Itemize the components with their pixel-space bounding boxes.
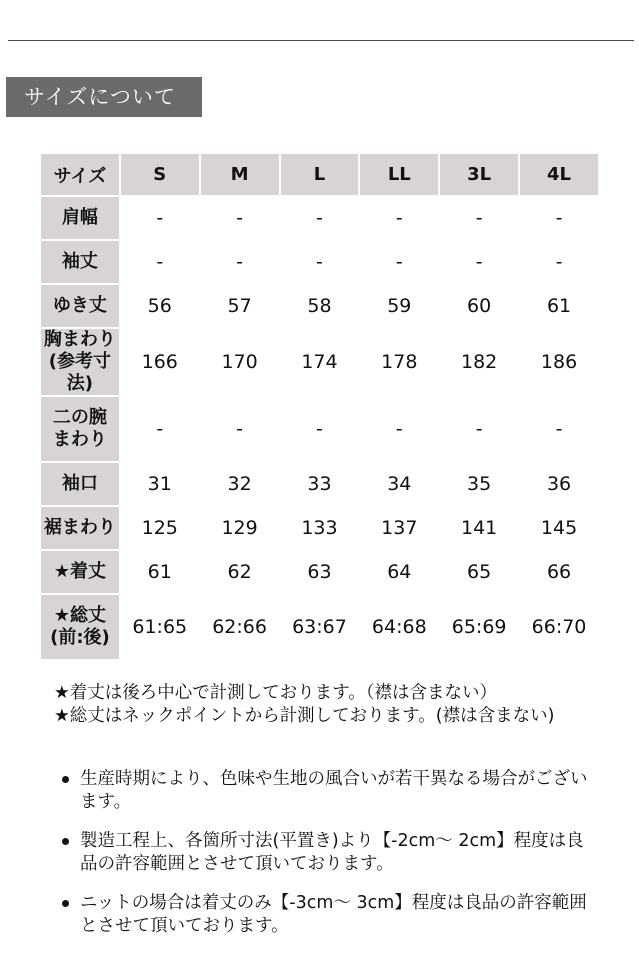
table-cell: 166 <box>121 329 199 395</box>
table-cell: - <box>520 197 598 239</box>
table-cell: - <box>281 197 359 239</box>
bullet-icon <box>62 776 69 783</box>
table-row <box>41 463 598 505</box>
table-cell: 35 <box>440 463 518 505</box>
table-cell: - <box>201 397 279 461</box>
bullet-icon <box>62 900 69 907</box>
row-label: 袖口 <box>41 463 119 505</box>
measurement-notes <box>54 682 594 728</box>
table-row <box>41 241 598 283</box>
table-cell: 63 <box>281 551 359 593</box>
table-cell: - <box>121 397 199 461</box>
table-cell: 60 <box>440 285 518 327</box>
table-cell: 33 <box>281 463 359 505</box>
table-cell: 64:68 <box>360 595 438 659</box>
table-cell: 58 <box>281 285 359 327</box>
table-cell: 31 <box>121 463 199 505</box>
table-cell: 66 <box>520 551 598 593</box>
table-cell: - <box>201 241 279 283</box>
header-label: サイズ <box>41 154 119 195</box>
table-cell: - <box>281 397 359 461</box>
list-item-text: 生産時期により、色味や生地の風合いが若干異なる場合がございます。 <box>80 769 588 812</box>
table-cell: - <box>281 241 359 283</box>
table-cell: 56 <box>121 285 199 327</box>
table-row <box>41 551 598 593</box>
note-length: ★着丈は後ろ中心で計測しております。（襟は含まない） <box>54 683 498 703</box>
section-heading: サイズについて <box>6 77 202 117</box>
list-item-text: 製造工程上、各箇所寸法(平置き)より【-2cm～ 2cm】程度は良品の許容範囲とさせて頂いております。 <box>80 831 584 874</box>
header-size-4l: 4L <box>520 154 598 195</box>
size-header-row <box>41 154 598 195</box>
table-cell: 61 <box>121 551 199 593</box>
table-cell: 34 <box>360 463 438 505</box>
list-item <box>56 830 596 876</box>
row-label: 肩幅 <box>41 197 119 239</box>
table-cell: - <box>520 241 598 283</box>
table-cell: 62 <box>201 551 279 593</box>
list-item-text: ニットの場合は着丈のみ【-3cm～ 3cm】程度は良品の許容範囲とさせて頂いております。 <box>80 893 587 936</box>
table-cell: 141 <box>440 507 518 549</box>
table-cell: - <box>520 397 598 461</box>
table-cell: 66:70 <box>520 595 598 659</box>
bullet-icon <box>62 838 69 845</box>
row-label: 袖丈 <box>41 241 119 283</box>
table-cell: - <box>440 197 518 239</box>
row-label: 二の腕 まわり <box>41 397 119 461</box>
table-cell: 32 <box>201 463 279 505</box>
table-cell: 65 <box>440 551 518 593</box>
table-cell: 61:65 <box>121 595 199 659</box>
table-row <box>41 197 598 239</box>
header-size-3l: 3L <box>440 154 518 195</box>
table-row <box>41 595 598 659</box>
table-row <box>41 329 598 395</box>
table-cell: 174 <box>281 329 359 395</box>
table-row <box>41 285 598 327</box>
table-cell: 133 <box>281 507 359 549</box>
table-cell: 182 <box>440 329 518 395</box>
table-cell: 129 <box>201 507 279 549</box>
table-cell: - <box>360 241 438 283</box>
table-cell: - <box>121 197 199 239</box>
table-cell: 36 <box>520 463 598 505</box>
table-cell: - <box>360 197 438 239</box>
table-cell: - <box>360 397 438 461</box>
table-cell: 63:67 <box>281 595 359 659</box>
row-label: ゆき丈 <box>41 285 119 327</box>
table-cell: 125 <box>121 507 199 549</box>
table-cell: 59 <box>360 285 438 327</box>
row-label: ★総丈 (前:後) <box>41 595 119 659</box>
table-cell: 62:66 <box>201 595 279 659</box>
disclaimer-list <box>56 768 596 954</box>
top-divider <box>8 40 634 41</box>
table-cell: 170 <box>201 329 279 395</box>
note-total-length: ★総丈はネックポイントから計測しております。(襟は含まない) <box>54 706 555 726</box>
size-table <box>39 152 600 661</box>
row-label: 裾まわり <box>41 507 119 549</box>
table-cell: 145 <box>520 507 598 549</box>
table-cell: 178 <box>360 329 438 395</box>
table-cell: - <box>440 397 518 461</box>
row-label: ★着丈 <box>41 551 119 593</box>
table-row <box>41 397 598 461</box>
header-size-s: S <box>121 154 199 195</box>
list-item <box>56 892 596 938</box>
header-size-l: L <box>281 154 359 195</box>
table-cell: 186 <box>520 329 598 395</box>
table-cell: 137 <box>360 507 438 549</box>
table-cell: - <box>440 241 518 283</box>
table-cell: 61 <box>520 285 598 327</box>
table-row <box>41 507 598 549</box>
table-cell: - <box>201 197 279 239</box>
header-size-m: M <box>201 154 279 195</box>
list-item <box>56 768 596 814</box>
row-label: 胸まわり (参考寸法) <box>41 329 119 395</box>
table-cell: 64 <box>360 551 438 593</box>
table-cell: 65:69 <box>440 595 518 659</box>
table-cell: - <box>121 241 199 283</box>
table-cell: 57 <box>201 285 279 327</box>
header-size-ll: LL <box>360 154 438 195</box>
